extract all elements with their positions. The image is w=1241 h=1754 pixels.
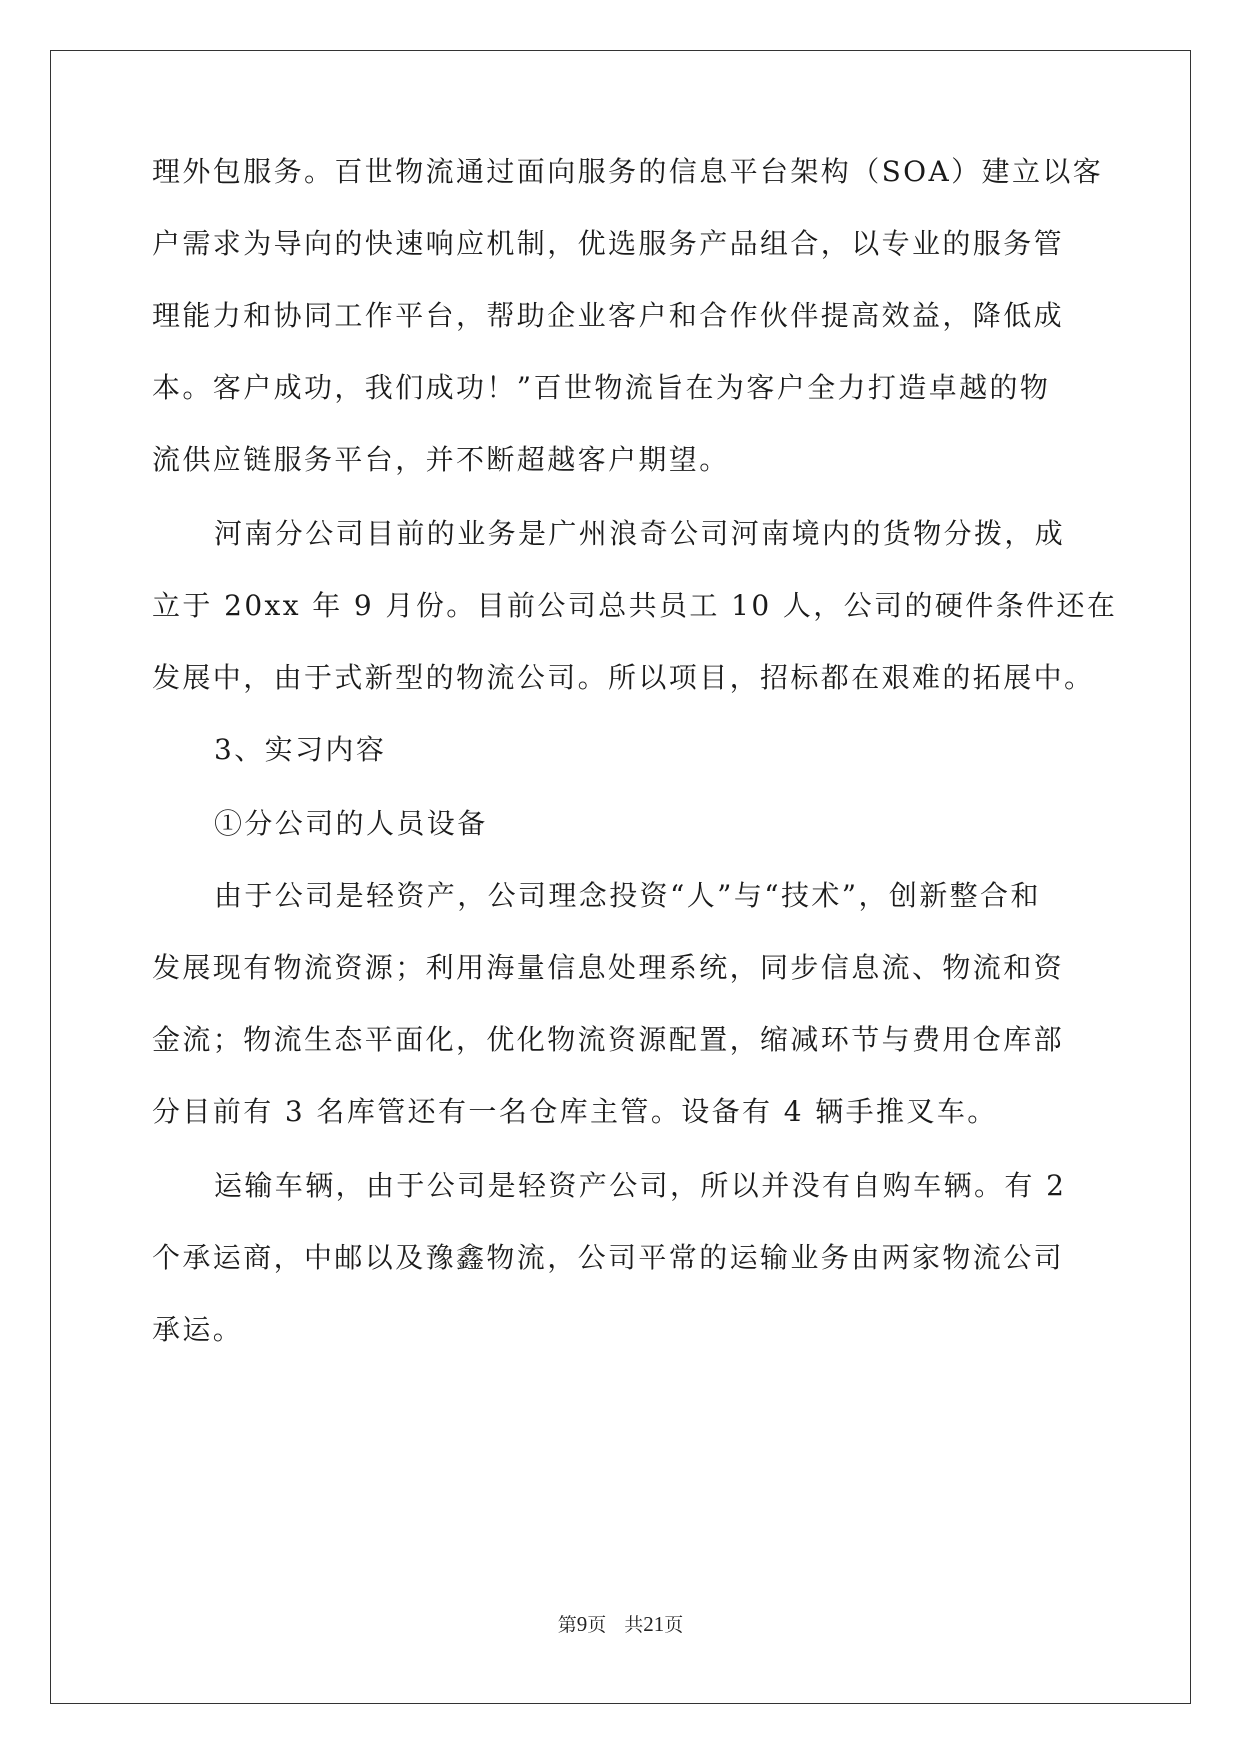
total-pages: 21 [643,1612,665,1636]
page-suffix: 页 [587,1614,607,1636]
page-footer [0,1612,1241,1637]
page-prefix: 第 [557,1614,577,1636]
section-heading: 3、实习内容 [214,733,387,766]
paragraph-line: 理外包服务。百世物流通过面向服务的信息平台架构（SOA）建立以客 [152,155,1104,188]
paragraph-line: 运输车辆，由于公司是轻资产公司，所以并没有自购车辆。有 2 [214,1169,1067,1202]
paragraph-line: 发展中，由于式新型的物流公司。所以项目，招标都在艰难的拓展中。 [152,661,1095,694]
paragraph-line: 由于公司是轻资产，公司理念投资“人”与“技术”，创新整合和 [214,879,1041,912]
paragraph-line: 分目前有 3 名库管还有一名仓库主管。设备有 4 辆手推叉车。 [152,1095,998,1128]
page-number: 9 [576,1612,588,1636]
paragraph-line: 个承运商，中邮以及豫鑫物流，公司平常的运输业务由两家物流公司 [152,1241,1065,1274]
subsection-heading: ①分公司的人员设备 [214,807,488,840]
paragraph-line: 户需求为导向的快速响应机制，优选服务产品组合，以专业的服务管 [152,227,1065,260]
paragraph-line: 流供应链服务平台，并不断超越客户期望。 [152,443,730,476]
paragraph-line: 立于 20xx 年 9 月份。目前公司总共员工 10 人，公司的硬件条件还在 [152,589,1118,622]
paragraph-line: 金流；物流生态平面化，优化物流资源配置，缩减环节与费用仓库部 [152,1023,1065,1056]
paragraph-line: 承运。 [152,1313,244,1346]
paragraph-line: 本。客户成功，我们成功！”百世物流旨在为客户全力打造卓越的物 [152,371,1051,404]
total-suffix: 页 [664,1614,684,1636]
paragraph-line: 河南分公司目前的业务是广州浪奇公司河南境内的货物分拨，成 [214,517,1066,550]
total-prefix: 共 [624,1614,644,1636]
paragraph-line: 发展现有物流资源；利用海量信息处理系统，同步信息流、物流和资 [152,951,1065,984]
paragraph-line: 理能力和协同工作平台，帮助企业客户和合作伙伴提高效益，降低成 [152,299,1065,332]
